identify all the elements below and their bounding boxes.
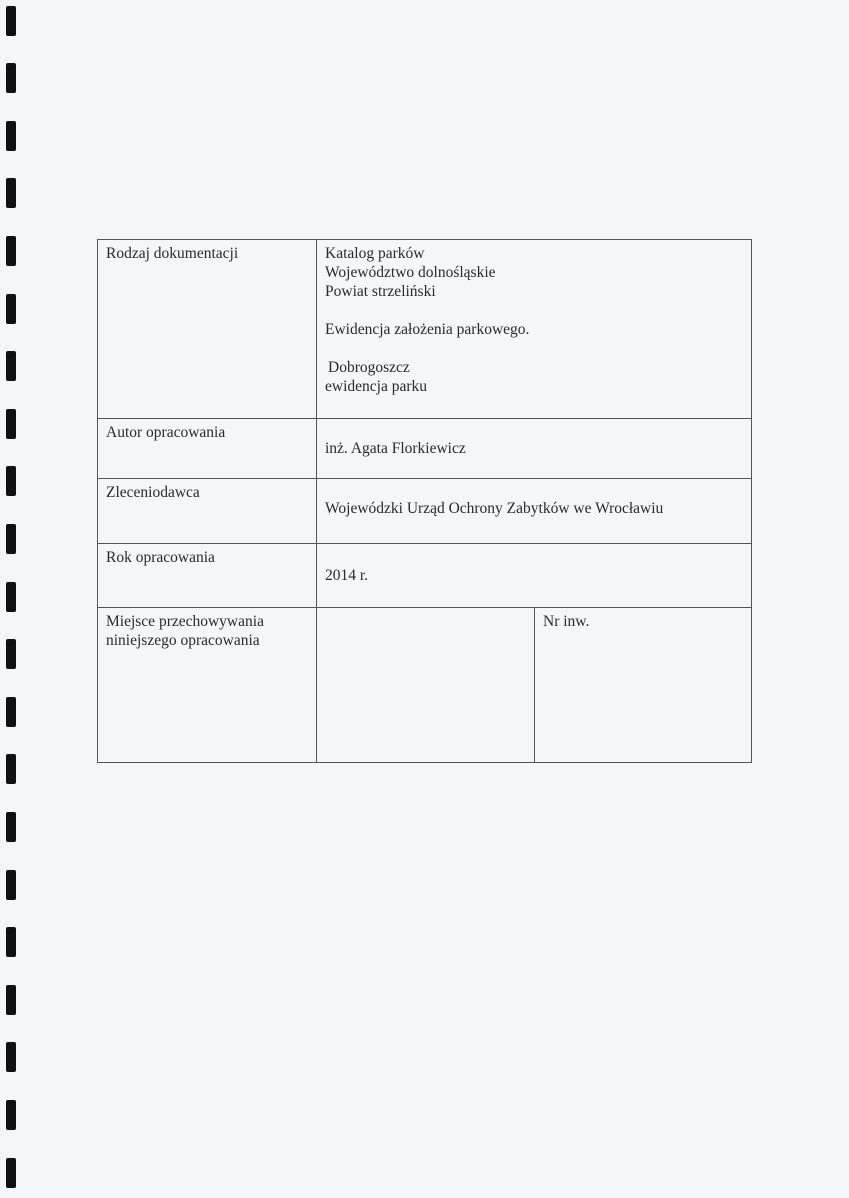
binding-hole-icon: [6, 985, 16, 1015]
row-value-cell: [317, 544, 752, 608]
row-value-cell: [317, 419, 752, 479]
park-record-line: ewidencja parku: [325, 378, 427, 395]
row-label-cell: [98, 479, 317, 544]
year-value: 2014 r.: [325, 567, 369, 584]
record-title-line: Ewidencja założenia parkowego.: [325, 321, 530, 338]
storage-location-value-cell: [317, 608, 535, 763]
binding-holes: [6, 0, 18, 1198]
binding-hole-icon: [6, 121, 16, 151]
inventory-number-cell: [535, 608, 752, 763]
table-row: [98, 240, 752, 419]
binding-hole-icon: [6, 178, 16, 208]
catalog-line: Katalog parków: [325, 245, 425, 262]
binding-hole-icon: [6, 409, 16, 439]
commissioner-value: Wojewódzki Urząd Ochrony Zabytków we Wrocławiu: [325, 500, 664, 517]
binding-hole-icon: [6, 697, 16, 727]
row-label-cell: [98, 240, 317, 419]
author-label: Autor opracowania: [106, 424, 226, 441]
table-row: [98, 608, 752, 763]
binding-hole-icon: [6, 1100, 16, 1130]
binding-hole-icon: [6, 236, 16, 266]
binding-hole-icon: [6, 6, 16, 36]
binding-hole-icon: [6, 63, 16, 93]
row-label-cell: [98, 419, 317, 479]
place-name-line: Dobrogoszcz: [328, 359, 410, 376]
row-label-cell: [98, 544, 317, 608]
binding-hole-icon: [6, 1042, 16, 1072]
binding-hole-icon: [6, 294, 16, 324]
row-value-cell: [317, 479, 752, 544]
binding-hole-icon: [6, 754, 16, 784]
county-line: Powiat strzeliński: [325, 283, 436, 300]
binding-hole-icon: [6, 582, 16, 612]
binding-hole-icon: [6, 812, 16, 842]
storage-location-label: Miejsce przechowywania: [106, 613, 264, 630]
documentation-table: [97, 239, 752, 763]
year-label: Rok opracowania: [106, 549, 215, 566]
binding-hole-icon: [6, 351, 16, 381]
commissioner-label: Zleceniodawca: [106, 484, 200, 501]
binding-hole-icon: [6, 466, 16, 496]
voivodeship-line: Województwo dolnośląskie: [325, 264, 496, 281]
table-row: [98, 479, 752, 544]
table-row: [98, 419, 752, 479]
binding-hole-icon: [6, 1158, 16, 1188]
storage-location-label-line2: niniejszego opracowania: [106, 632, 260, 649]
binding-hole-icon: [6, 870, 16, 900]
documentation-type-label: Rodzaj dokumentacji: [106, 245, 239, 262]
binding-hole-icon: [6, 927, 16, 957]
inventory-number-label: Nr inw.: [543, 613, 590, 630]
binding-hole-icon: [6, 524, 16, 554]
binding-hole-icon: [6, 639, 16, 669]
table-row: [98, 544, 752, 608]
row-label-cell: [98, 608, 317, 763]
row-value-cell: [317, 240, 752, 419]
author-value: inż. Agata Florkiewicz: [325, 440, 466, 457]
